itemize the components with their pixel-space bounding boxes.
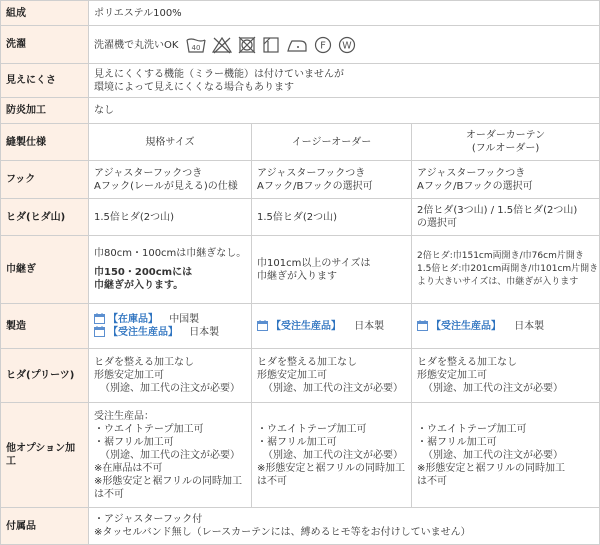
label-pleat-shape: ヒダ(プリーツ): [1, 349, 89, 403]
row-hook: [1, 161, 600, 199]
row-accessories: [1, 508, 600, 545]
wash-temp-label: 40: [191, 43, 201, 52]
seam-easy: [252, 236, 412, 304]
no-tumble-dry-icon: [238, 36, 256, 54]
row-pleat-shape: [1, 349, 600, 403]
hook-standard-line-2: Aフック(レールが見える)の仕様: [94, 180, 238, 192]
row-material: [1, 1, 600, 26]
hook-easy-line-1: アジャスターフックつき: [257, 167, 366, 179]
options-easy-line-2: ・裾フリル加工可: [257, 436, 337, 448]
options-easy-line-1: ・ウエイトテープ加工可: [257, 423, 367, 435]
options-full: [412, 403, 600, 508]
made-standard-stock: [94, 313, 246, 326]
seam-easy-line-2: 巾継ぎが入ります: [257, 270, 337, 282]
label-seam: 巾継ぎ: [1, 236, 89, 304]
made-standard-order: [94, 326, 246, 339]
header-full-order: [412, 124, 600, 161]
made-easy-origin: 日本製: [354, 320, 385, 332]
seam-easy-line-1: 巾101cm以上のサイズは: [257, 257, 371, 269]
hook-easy-line-2: Aフック/Bフックの選択可: [257, 180, 373, 192]
stock-tag: 【在庫品】: [108, 314, 158, 325]
options-full-line-1: ・ウエイトテープ加工可: [417, 423, 527, 435]
label-options: 他オプション加工: [1, 403, 89, 508]
pleat-shape-standard-line-1: ヒダを整える加工なし: [94, 357, 194, 368]
options-easy-line-5: は不可: [257, 475, 287, 487]
hook-easy: [252, 161, 412, 199]
pleat-shape-full: [412, 349, 600, 403]
no-bleach-icon: [212, 36, 232, 54]
row-visibility: [1, 64, 600, 98]
made-standard: [89, 304, 252, 349]
stock-origin: 中国製: [169, 314, 200, 325]
calendar-icon: [417, 320, 428, 331]
label-wash: 洗濯: [1, 26, 89, 64]
hook-standard: [89, 161, 252, 199]
options-standard-line-1: 受注生産品：: [94, 410, 154, 422]
seam-full: [412, 236, 600, 304]
options-standard-line-5: ※在庫品は不可: [94, 462, 163, 474]
header-standard-size: 規格サイズ: [89, 124, 252, 161]
row-seam: [1, 236, 600, 304]
pleat-full: [412, 199, 600, 236]
pleat-shape-standard-line-2: 形態安定加工可: [94, 370, 164, 381]
seam-full-line-3: より大きいサイズは、巾継ぎが入ります: [417, 277, 579, 287]
wetclean-w-icon: [338, 36, 356, 54]
row-wash: [1, 26, 600, 64]
hook-standard-line-1: アジャスターフックつき: [94, 167, 203, 179]
made-to-order-tag: 【受注生産品】: [108, 327, 178, 338]
made-full: [412, 304, 600, 349]
hook-full: [412, 161, 600, 199]
seam-standard-bold-2: 巾継ぎが入ります。: [94, 280, 184, 291]
seam-standard-line-1: 巾80cm・100cmは巾継ぎなし。: [94, 248, 247, 259]
pleat-shape-easy-line-3: （別途、加工代の注文が必要）: [263, 383, 403, 394]
pleat-standard: 1.5倍ヒダ(2つ山): [89, 199, 252, 236]
visibility-line-1: 見えにくくする機能（ミラー機能）は付けていませんが: [94, 68, 344, 80]
header-easy-order: イージーオーダー: [252, 124, 412, 161]
row-spec-header: [1, 124, 600, 161]
seam-standard-bold-1: 巾150・200cmには: [94, 267, 193, 278]
options-full-line-5: は不可: [417, 475, 447, 487]
pleat-easy: 1.5倍ヒダ(2つ山): [252, 199, 412, 236]
header-full-order-line-2: (フルオーダー): [471, 143, 540, 154]
options-full-line-4: ※形態安定と裾フリルの同時加工: [417, 462, 565, 474]
care-symbols: [186, 36, 356, 54]
pleat-full-line-2: の選択可: [417, 218, 457, 229]
label-accessories: 付属品: [1, 508, 89, 545]
options-standard-line-3: ・裾フリル加工可: [94, 436, 174, 448]
header-full-order-line-1: オーダーカーテン: [465, 130, 546, 141]
options-standard-line-7: は不可: [94, 488, 124, 500]
dryclean-f-label: F: [319, 40, 326, 51]
row-fireproof: [1, 98, 600, 124]
options-standard-line-4: （別途、加工代の注文が必要）: [100, 449, 240, 461]
wash-cell: [89, 26, 600, 64]
pleat-shape-full-line-1: ヒダを整える加工なし: [417, 357, 517, 368]
label-hook: フック: [1, 161, 89, 199]
calendar-icon: [94, 326, 105, 337]
options-full-line-2: ・裾フリル加工可: [417, 436, 497, 448]
fireproof-value: なし: [89, 98, 600, 124]
calendar-icon: [257, 320, 268, 331]
label-spec: 縫製仕様: [1, 124, 89, 161]
pleat-shape-standard-line-3: （別途、加工代の注文が必要）: [100, 383, 240, 394]
hook-full-line-2: Aフック/Bフックの選択可: [417, 180, 533, 192]
dryclean-f-icon: [314, 36, 332, 54]
calendar-icon: [94, 313, 105, 324]
options-full-line-3: （別途、加工代の注文が必要）: [423, 449, 563, 461]
wash-40-icon: [186, 36, 206, 54]
label-material: 組成: [1, 1, 89, 26]
row-made: [1, 304, 600, 349]
visibility-line-2: 環境によって見えにくくなる場合もあります: [94, 81, 294, 93]
material-value: ポリエステル100%: [89, 1, 600, 26]
visibility-cell: [89, 64, 600, 98]
options-easy-line-4: ※形態安定と裾フリルの同時加工: [257, 462, 405, 474]
line-dry-shade-icon: [262, 36, 280, 54]
made-easy-tag: 【受注生産品】: [271, 320, 341, 332]
pleat-shape-standard: [89, 349, 252, 403]
pleat-shape-full-line-2: 形態安定加工可: [417, 370, 487, 381]
row-options: [1, 403, 600, 508]
pleat-shape-easy-line-2: 形態安定加工可: [257, 370, 327, 381]
pleat-shape-full-line-3: （別途、加工代の注文が必要）: [423, 383, 563, 394]
options-standard-line-6: ※形態安定と裾フリルの同時加工: [94, 475, 242, 487]
wash-value: 洗濯機で丸洗いOK: [94, 39, 179, 51]
accessories-line-2: ※タッセルバンド無し（レースカーテンには、縛めるヒモ等をお付けしていません）: [94, 527, 471, 538]
row-pleat: [1, 199, 600, 236]
pleat-full-line-1: 2倍ヒダ(3つ山) / 1.5倍ヒダ(2つ山): [417, 205, 578, 216]
options-easy-line-3: （別途、加工代の注文が必要）: [263, 449, 403, 461]
hook-full-line-1: アジャスターフックつき: [417, 167, 526, 179]
iron-low-icon: [286, 36, 308, 54]
seam-standard: [89, 236, 252, 304]
label-made: 製造: [1, 304, 89, 349]
accessories-cell: [89, 508, 600, 545]
made-full-origin: 日本製: [514, 320, 545, 332]
wetclean-w-label: W: [341, 40, 352, 51]
options-standard: [89, 403, 252, 508]
made-to-order-origin: 日本製: [189, 327, 220, 338]
seam-full-line-2: 1.5倍ヒダ:巾201cm両開き/巾101cm片開き: [417, 264, 599, 274]
pleat-shape-easy-line-1: ヒダを整える加工なし: [257, 357, 357, 368]
accessories-line-1: ・アジャスターフック付: [94, 514, 203, 525]
options-easy: [252, 403, 412, 508]
pleat-shape-easy: [252, 349, 412, 403]
label-visibility: 見えにくさ: [1, 64, 89, 98]
label-fireproof: 防炎加工: [1, 98, 89, 124]
made-full-tag: 【受注生産品】: [431, 320, 501, 332]
label-pleat: ヒダ(ヒダ山): [1, 199, 89, 236]
options-standard-line-2: ・ウエイトテープ加工可: [94, 423, 204, 435]
seam-full-line-1: 2倍ヒダ:巾151cm両開き/巾76cm片開き: [417, 251, 584, 261]
made-easy: [252, 304, 412, 349]
